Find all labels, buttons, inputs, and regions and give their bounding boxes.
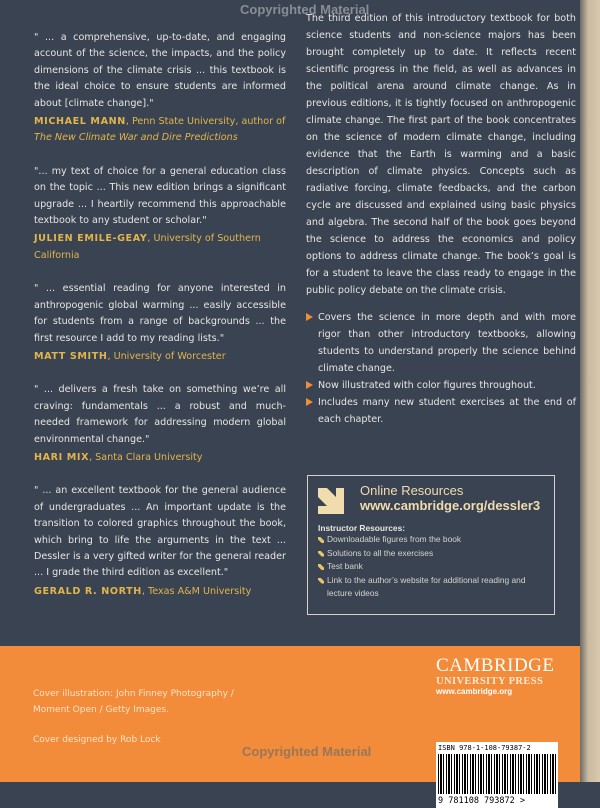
resource-item: Test bank xyxy=(318,560,544,574)
endorsement-attribution xyxy=(34,349,286,365)
endorsements xyxy=(34,30,286,617)
resource-item: Downloadable figures from the book xyxy=(318,533,544,547)
resource-item: Solutions to all the exercises xyxy=(318,547,544,561)
feature-item: Includes many new student exercises at the end of each chapter. xyxy=(306,394,576,428)
endorsement-attribution xyxy=(34,584,286,600)
feature-item: Covers the science in more depth and with more rigor than other introductory textbooks, allowing students to understand properly the science behind climate change. xyxy=(306,309,576,377)
endorser-name: MICHAEL MANN xyxy=(34,116,126,128)
endorsement-quote: " ... an excellent textbook for the general audience of undergraduates ... An important update is the transition to colored graphics throughout the book, which bring to life the arguments in the text ... Dessler is a very gifted writer for the general reader ... I grade the third edition as excellent." xyxy=(34,485,286,579)
endorser-name: JULIEN EMILE-GEAY xyxy=(34,233,148,245)
endorser-affiliation: , Texas A&M University xyxy=(141,585,252,597)
endorsement-attribution xyxy=(34,114,286,147)
endorser-affiliation: , Santa Clara University xyxy=(89,451,203,463)
endorser-name: GERALD R. NORTH xyxy=(34,585,142,597)
instructor-heading: Instructor Resources: xyxy=(318,523,406,533)
online-title: Online Resources xyxy=(360,483,464,498)
watermark: Copyrighted Material xyxy=(242,744,372,759)
endorsement-quote: "... my text of choice for a general education class on the topic ... This new edition brings a significant upgrade ... I heartily recommend this approachable textbook to any student or scholar." xyxy=(34,165,286,227)
cover-bottom-panel xyxy=(0,646,580,806)
endorser-books: The New Climate War and Dire Predictions xyxy=(34,132,238,144)
illustration-credit: Cover illustration: John Finney Photography / Moment Open / Getty Images. xyxy=(33,689,234,715)
watermark: Copyrighted Material xyxy=(240,2,370,17)
endorser-affiliation: , Penn State University, author of xyxy=(125,116,286,128)
endorser-affiliation: , University of Southern California xyxy=(34,233,261,261)
feature-list xyxy=(306,309,576,428)
publisher-logo: CAMBRIDGE UNIVERSITY PRESS www.cambridge.org xyxy=(436,655,555,696)
endorsement-attribution xyxy=(34,231,286,264)
book-description xyxy=(306,10,576,428)
endorsement-quote: " ... essential reading for anyone interested in anthropogenic global warming ... easily accessible for students from a range of backgrounds ... the first resource I add to my reading lists." xyxy=(34,283,286,344)
endorser-name: MATT SMITH xyxy=(34,350,108,362)
endorser-affiliation: , University of Worcester xyxy=(107,350,226,362)
arrow-icon xyxy=(318,488,344,514)
endorsement-attribution xyxy=(34,450,286,466)
description-text: The third edition of this introductory textbook for both science students and non-science majors has been brought completely up to date. It reflects recent scientific progress in the field, as well as advances in the political arena around climate change. As in previous editions, it is tightly focused on anthropogenic climate change. The first part of the book concentrates on the science of modern climate change, including evidence that the Earth is warming and a basic description of climate physics. Concepts such as radiative forcing, climate feedbacks, and the carbon cycle are discussed and explained using basic physics and algebra. The second half of the book goes beyond the science to address the economics and policy options to address climate change. The book’s goal is for a student to leave the class ready to engage in the public policy debate on the climate crisis. xyxy=(306,13,576,296)
endorsement-quote: " ... a comprehensive, up-to-date, and engaging account of the science, the impacts, and the policy dimensions of the climate crisis ... this textbook is the ideal choice to ensure students are informed about [climate change]." xyxy=(34,32,286,109)
cover-edge xyxy=(580,0,600,782)
designer-credit: Cover designed by Rob Lock xyxy=(33,735,161,745)
barcode: ISBN 978-1-108-79387-2 9 781108 793872 > xyxy=(436,742,558,808)
online-url[interactable]: www.cambridge.org/dessler3 xyxy=(360,498,541,513)
feature-item: Now illustrated with color figures throughout. xyxy=(306,377,576,394)
barcode-bars xyxy=(438,754,556,794)
endorser-name: HARI MIX xyxy=(34,451,90,463)
endorsement-quote: " ... delivers a fresh take on something we’re all craving: fundamentals ... a robust and much-needed framework for addressing modern global environmental change." xyxy=(34,384,286,445)
resource-item: Link to the author’s website for additional reading and lecture videos xyxy=(318,574,544,601)
online-resources-box xyxy=(307,475,555,615)
